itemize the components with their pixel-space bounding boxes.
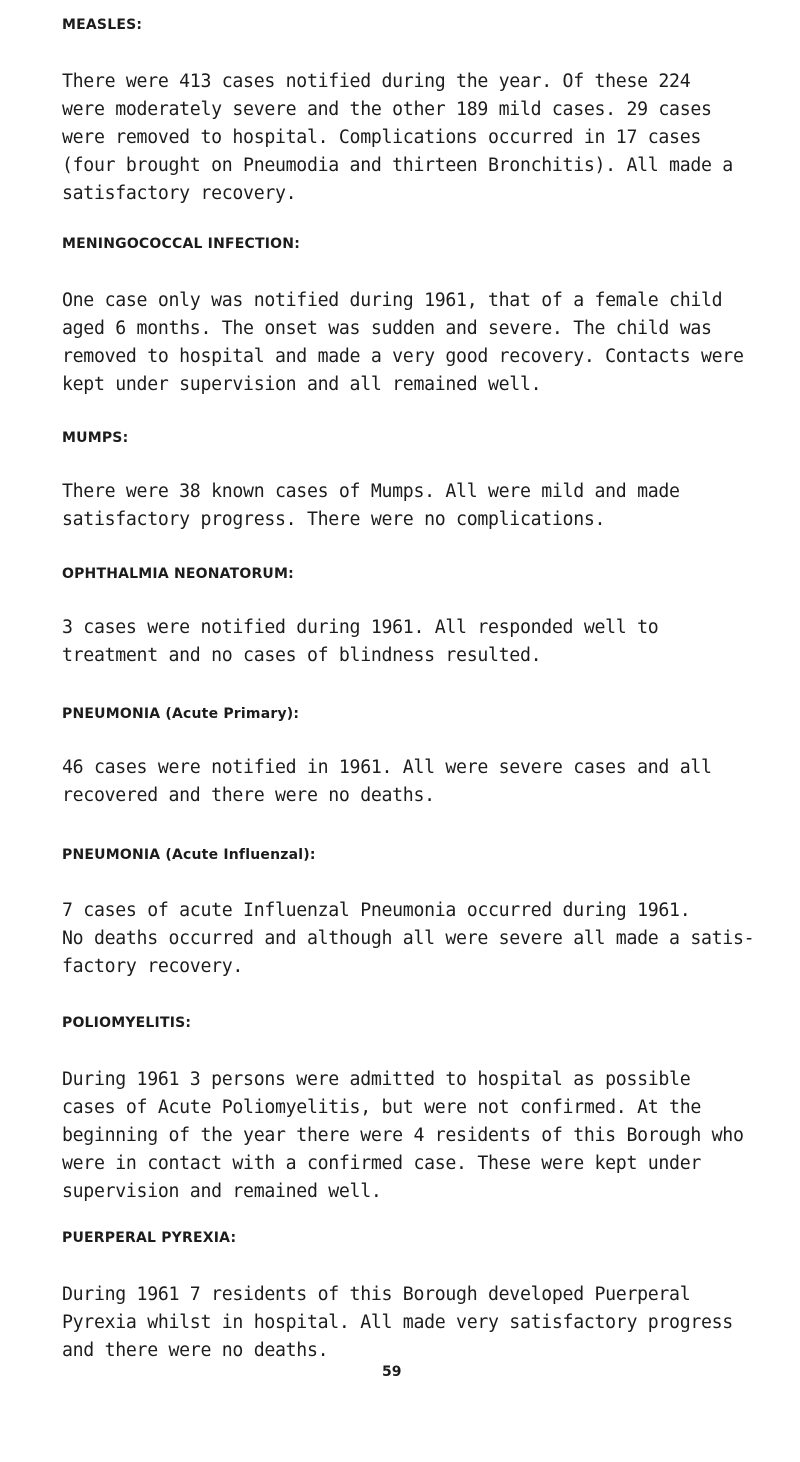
text-line: One case only was notified during 1961, that of a female child <box>62 290 723 311</box>
section-heading-pneumonia-acute-influenzal: PNEUMONIA (Acute Influenzal): <box>62 847 316 863</box>
text-line: 46 cases were notified in 1961. All were severe cases and all <box>62 757 712 778</box>
text-line: 3 cases were notified during 1961. All responded well to <box>62 617 659 638</box>
section-body-mumps <box>62 478 782 534</box>
text-line: were moderately severe and the other 189 mild cases. 29 cases <box>62 99 712 120</box>
section-heading-ophthalmia-neonatorum: OPHTHALMIA NEONATORUM: <box>62 566 294 582</box>
section-heading-puerperal-pyrexia: PUERPERAL PYREXIA: <box>62 1230 237 1246</box>
text-line: beginning of the year there were 4 residents of this Borough who <box>62 1125 744 1146</box>
section-body-puerperal-pyrexia <box>62 1281 782 1365</box>
section-body-poliomyelitis <box>62 1066 782 1206</box>
text-line: During 1961 3 persons were admitted to hospital as possible <box>62 1069 691 1090</box>
text-line: kept under supervision and all remained well. <box>62 374 542 395</box>
text-line: There were 413 cases notified during the year. Of these 224 <box>62 71 691 92</box>
text-line: and there were no deaths. <box>62 1340 329 1361</box>
section-body-meningococcal-infection <box>62 287 782 399</box>
text-line: were removed to hospital. Complications occurred in 17 cases <box>62 127 701 148</box>
text-line: treatment and no cases of blindness resulted. <box>62 645 542 666</box>
section-heading-poliomyelitis: POLIOMYELITIS: <box>62 1015 192 1031</box>
text-line: No deaths occurred and although all were severe all made a satis- <box>62 928 755 949</box>
text-line: aged 6 months. The onset was sudden and severe. The child was <box>62 318 712 339</box>
section-body-ophthalmia-neonatorum <box>62 614 782 670</box>
text-line: cases of Acute Poliomyelitis, but were not confirmed. At the <box>62 1097 701 1118</box>
text-line: Pyrexia whilst in hospital. All made very satisfactory progress <box>62 1312 733 1333</box>
section-heading-measles: MEASLES: <box>62 17 143 33</box>
text-line: During 1961 7 residents of this Borough developed Puerperal <box>62 1284 691 1305</box>
page-number: 59 <box>382 1364 402 1380</box>
section-body-pneumonia-acute-influenzal <box>62 897 782 981</box>
text-line: supervision and remained well. <box>62 1181 382 1202</box>
text-line: 7 cases of acute Influenzal Pneumonia occurred during 1961. <box>62 900 691 921</box>
text-line: (four brought on Pneumodia and thirteen Bronchitis). All made a <box>62 155 733 176</box>
section-body-measles <box>62 68 782 208</box>
text-line: were in contact with a confirmed case. These were kept under <box>62 1153 701 1174</box>
text-line: satisfactory recovery. <box>62 183 297 204</box>
section-heading-pneumonia-acute-primary: PNEUMONIA (Acute Primary): <box>62 706 300 722</box>
text-line: removed to hospital and made a very good recovery. Contacts were <box>62 346 744 367</box>
text-line: factory recovery. <box>62 956 244 977</box>
section-heading-mumps: MUMPS: <box>62 430 129 446</box>
text-line: recovered and there were no deaths. <box>62 785 435 806</box>
text-line: There were 38 known cases of Mumps. All were mild and made <box>62 481 680 502</box>
section-heading-meningococcal-infection: MENINGOCOCCAL INFECTION: <box>62 236 300 252</box>
text-line: satisfactory progress. There were no complications. <box>62 509 606 530</box>
section-body-pneumonia-acute-primary <box>62 754 782 810</box>
